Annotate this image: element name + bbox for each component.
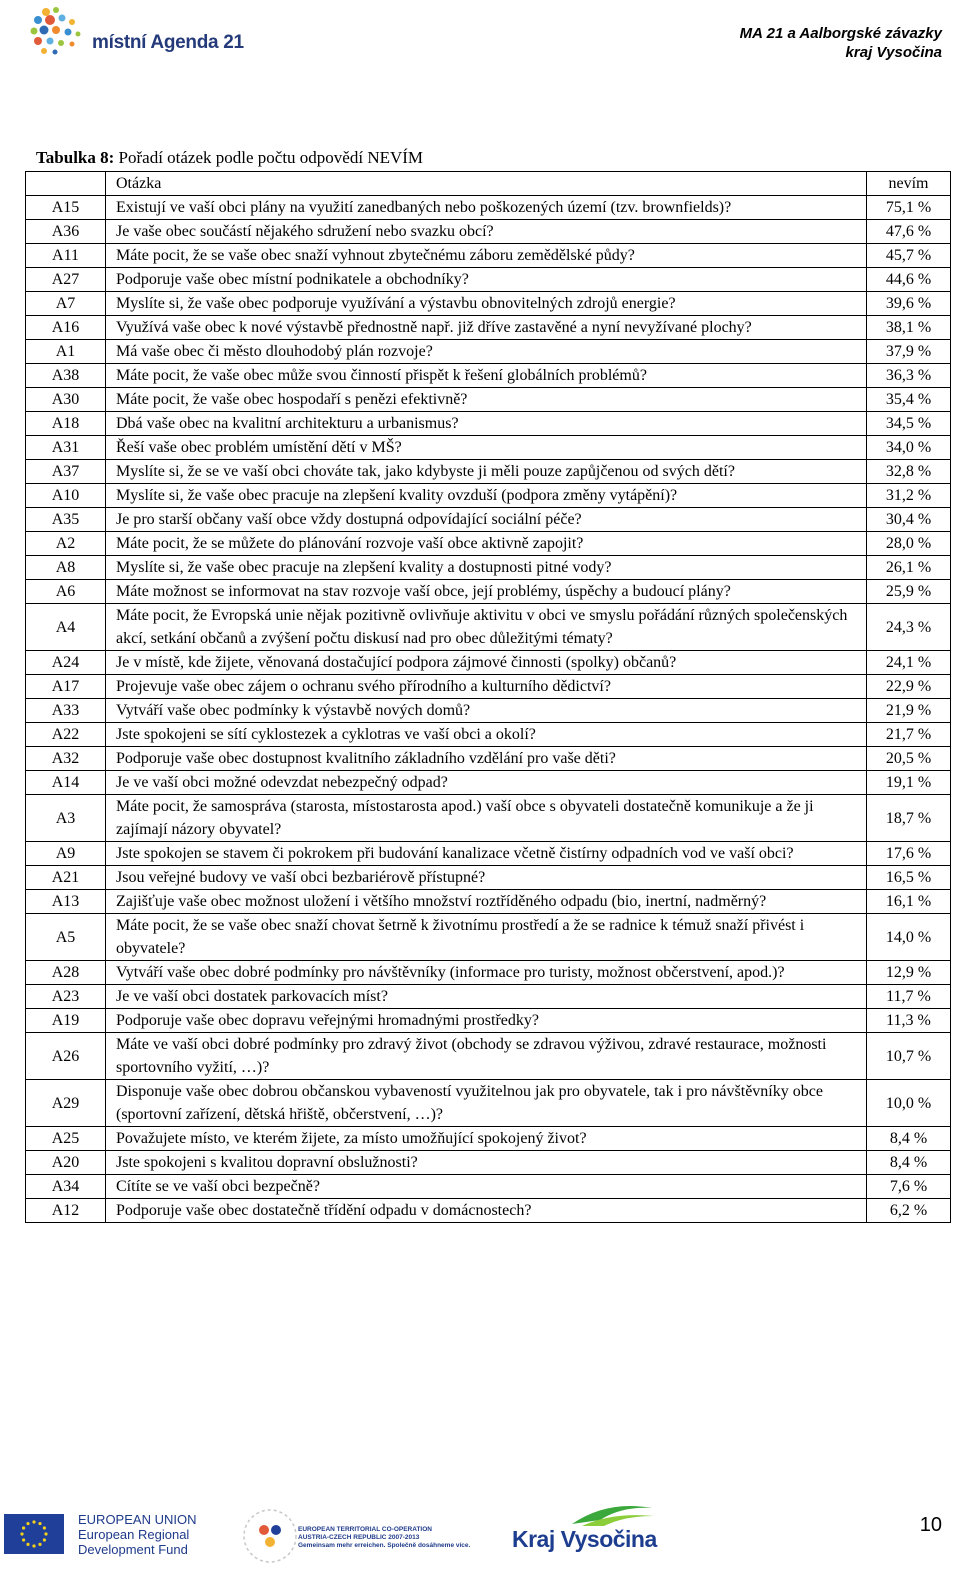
etc-line1: EUROPEAN TERRITORIAL CO-OPERATION bbox=[298, 1526, 432, 1533]
row-value-cell: 35,4 % bbox=[867, 388, 951, 412]
row-value-cell: 8,4 % bbox=[867, 1127, 951, 1151]
row-code-cell: A21 bbox=[26, 866, 106, 890]
table-row bbox=[26, 842, 951, 866]
table-row bbox=[26, 1127, 951, 1151]
header-title-line2: kraj Vysočina bbox=[845, 44, 942, 61]
eu-line1: EUROPEAN UNION bbox=[78, 1512, 197, 1527]
row-value-cell: 19,1 % bbox=[867, 771, 951, 795]
table-row bbox=[26, 890, 951, 914]
table-row bbox=[26, 460, 951, 484]
table-row bbox=[26, 196, 951, 220]
table-row bbox=[26, 508, 951, 532]
row-question-cell: Řeší vaše obec problém umístění dětí v MŠ? bbox=[106, 436, 867, 460]
etc-text bbox=[298, 1526, 508, 1550]
table-row bbox=[26, 364, 951, 388]
row-code-cell: A32 bbox=[26, 747, 106, 771]
row-code-cell: A6 bbox=[26, 580, 106, 604]
row-code-cell: A26 bbox=[26, 1033, 106, 1080]
row-question-cell: Má vaše obec či město dlouhodobý plán rozvoje? bbox=[106, 340, 867, 364]
table-row bbox=[26, 1033, 951, 1080]
row-question-cell: Zajišťuje vaše obec možnost uložení i většího množství roztříděného odpadu (bio, inertní, nadměrný? bbox=[106, 890, 867, 914]
table-row bbox=[26, 340, 951, 364]
table-row bbox=[26, 1199, 951, 1223]
row-question-cell: Máte pocit, že se můžete do plánování rozvoje vaší obce aktivně zapojit? bbox=[106, 532, 867, 556]
table-row bbox=[26, 866, 951, 890]
row-value-cell: 34,0 % bbox=[867, 436, 951, 460]
row-question-cell: Využívá vaše obec k nové výstavbě přednostně např. již dříve zastavěné a nyní nevyžívané plochy? bbox=[106, 316, 867, 340]
row-question-cell: Máte pocit, že vaše obec může svou činností přispět k řešení globálních problémů? bbox=[106, 364, 867, 388]
row-value-cell: 7,6 % bbox=[867, 1175, 951, 1199]
row-value-cell: 36,3 % bbox=[867, 364, 951, 388]
row-value-cell: 16,1 % bbox=[867, 890, 951, 914]
row-value-cell: 32,8 % bbox=[867, 460, 951, 484]
row-question-cell: Jste spokojen se stavem či pokrokem při budování kanalizace včetně čistírny odpadních vod ve vaší obci? bbox=[106, 842, 867, 866]
table-row bbox=[26, 220, 951, 244]
row-value-cell: 22,9 % bbox=[867, 675, 951, 699]
table-caption bbox=[36, 148, 423, 168]
row-code-cell: A19 bbox=[26, 1009, 106, 1033]
row-value-cell: 39,6 % bbox=[867, 292, 951, 316]
row-code-cell: A38 bbox=[26, 364, 106, 388]
row-question-cell: Vytváří vaše obec podmínky k výstavbě nových domů? bbox=[106, 699, 867, 723]
row-value-cell: 10,7 % bbox=[867, 1033, 951, 1080]
etc-line3: Gemeinsam mehr erreichen. Společně dosáhneme více. bbox=[298, 1542, 471, 1549]
table-row bbox=[26, 1009, 951, 1033]
table-row bbox=[26, 484, 951, 508]
row-code-cell: A16 bbox=[26, 316, 106, 340]
table-row bbox=[26, 914, 951, 961]
table-row bbox=[26, 985, 951, 1009]
row-value-cell: 75,1 % bbox=[867, 196, 951, 220]
kraj-vysocina-text: Kraj Vysočina bbox=[512, 1526, 657, 1552]
row-question-cell: Je ve vaší obci možné odevzdat nebezpečný odpad? bbox=[106, 771, 867, 795]
table-row bbox=[26, 747, 951, 771]
row-question-cell: Podporuje vaše obec místní podnikatele a obchodníky? bbox=[106, 268, 867, 292]
row-question-cell: Podporuje vaše obec dostatečně třídění odpadu v domácnostech? bbox=[106, 1199, 867, 1223]
row-question-cell: Projevuje vaše obec zájem o ochranu svého přírodního a kulturního dědictví? bbox=[106, 675, 867, 699]
page-number: 10 bbox=[919, 1514, 942, 1536]
row-value-cell: 16,5 % bbox=[867, 866, 951, 890]
table-header-row bbox=[26, 172, 951, 196]
row-value-cell: 31,2 % bbox=[867, 484, 951, 508]
table-row bbox=[26, 651, 951, 675]
table-row bbox=[26, 723, 951, 747]
agenda21-dots-icon bbox=[28, 4, 92, 62]
row-code-cell: A9 bbox=[26, 842, 106, 866]
row-question-cell: Máte pocit, že se vaše obec snaží vyhnout zbytečnému záboru zemědělské půdy? bbox=[106, 244, 867, 268]
row-question-cell: Podporuje vaše obec dopravu veřejnými hromadnými prostředky? bbox=[106, 1009, 867, 1033]
table-row bbox=[26, 292, 951, 316]
row-question-cell: Myslíte si, že vaše obec podporuje využívání a výstavbu obnovitelných zdrojů energie? bbox=[106, 292, 867, 316]
row-value-cell: 24,1 % bbox=[867, 651, 951, 675]
row-question-cell: Myslíte si, že se ve vaší obci chováte tak, jako kdybyste ji měli pouze zapůjčenou od svých dětí? bbox=[106, 460, 867, 484]
row-code-cell: A18 bbox=[26, 412, 106, 436]
row-code-cell: A5 bbox=[26, 914, 106, 961]
row-code-cell: A12 bbox=[26, 1199, 106, 1223]
row-value-cell: 44,6 % bbox=[867, 268, 951, 292]
table-row bbox=[26, 699, 951, 723]
row-value-cell: 37,9 % bbox=[867, 340, 951, 364]
row-value-cell: 20,5 % bbox=[867, 747, 951, 771]
row-code-cell: A22 bbox=[26, 723, 106, 747]
table-row bbox=[26, 771, 951, 795]
row-question-cell: Máte pocit, že se vaše obec snaží chovat šetrně k životnímu prostředí a že se radnice k témuž snaží přivést i obyvatele? bbox=[106, 914, 867, 961]
row-question-cell: Cítíte se ve vaší obci bezpečně? bbox=[106, 1175, 867, 1199]
row-code-cell: A4 bbox=[26, 604, 106, 651]
row-code-cell: A10 bbox=[26, 484, 106, 508]
row-value-cell: 45,7 % bbox=[867, 244, 951, 268]
eu-flag-icon bbox=[4, 1514, 64, 1554]
results-table-body bbox=[26, 172, 951, 1223]
header-title bbox=[740, 24, 942, 62]
row-code-cell: A36 bbox=[26, 220, 106, 244]
eu-text bbox=[78, 1512, 196, 1557]
row-question-cell: Je pro starší občany vaší obce vždy dostupná odpovídající sociální péče? bbox=[106, 508, 867, 532]
row-question-cell: Je ve vaší obci dostatek parkovacích míst? bbox=[106, 985, 867, 1009]
row-question-cell: Existují ve vaší obci plány na využití zanedbaných nebo poškozených území (tzv. brownfields)? bbox=[106, 196, 867, 220]
row-question-cell: Považujete místo, ve kterém žijete, za místo umožňující spokojený život? bbox=[106, 1127, 867, 1151]
page-header bbox=[0, 0, 960, 70]
row-question-cell: Je vaše obec součástí nějakého sdružení nebo svazku obcí? bbox=[106, 220, 867, 244]
table-row bbox=[26, 1175, 951, 1199]
agenda21-logo-text: místní Agenda 21 bbox=[92, 32, 244, 53]
row-question-cell: Máte ve vaší obci dobré podmínky pro zdravý život (obchody se zdravou výživou, zdravé restaurace, možnosti sportovního vyžití, …)? bbox=[106, 1033, 867, 1080]
row-value-cell: 38,1 % bbox=[867, 316, 951, 340]
row-question-cell: Máte pocit, že samospráva (starosta, místostarosta apod.) vaší obce s obyvateli dostatečně komunikuje a že ji zajímají názory obyvatel? bbox=[106, 795, 867, 842]
row-code-cell: A3 bbox=[26, 795, 106, 842]
table-row bbox=[26, 436, 951, 460]
table-row bbox=[26, 556, 951, 580]
page-footer bbox=[0, 1490, 960, 1579]
row-code-cell: A2 bbox=[26, 532, 106, 556]
results-table bbox=[25, 171, 951, 1223]
header-value-cell: nevím bbox=[867, 172, 951, 196]
table-row bbox=[26, 1151, 951, 1175]
row-code-cell: A17 bbox=[26, 675, 106, 699]
row-code-cell: A28 bbox=[26, 961, 106, 985]
row-question-cell: Myslíte si, že vaše obec pracuje na zlepšení kvality a dostupnosti pitné vody? bbox=[106, 556, 867, 580]
row-code-cell: A27 bbox=[26, 268, 106, 292]
table-row bbox=[26, 388, 951, 412]
row-code-cell: A14 bbox=[26, 771, 106, 795]
row-code-cell: A33 bbox=[26, 699, 106, 723]
table-row bbox=[26, 795, 951, 842]
row-code-cell: A31 bbox=[26, 436, 106, 460]
row-code-cell: A13 bbox=[26, 890, 106, 914]
row-value-cell: 12,9 % bbox=[867, 961, 951, 985]
row-value-cell: 26,1 % bbox=[867, 556, 951, 580]
eu-line3: Development Fund bbox=[78, 1542, 188, 1557]
table-row bbox=[26, 532, 951, 556]
row-code-cell: A20 bbox=[26, 1151, 106, 1175]
row-value-cell: 47,6 % bbox=[867, 220, 951, 244]
row-code-cell: A11 bbox=[26, 244, 106, 268]
row-value-cell: 28,0 % bbox=[867, 532, 951, 556]
row-question-cell: Vytváří vaše obec dobré podmínky pro návštěvníky (informace pro turisty, možnost občerstvení, apod.)? bbox=[106, 961, 867, 985]
header-code-cell bbox=[26, 172, 106, 196]
row-value-cell: 8,4 % bbox=[867, 1151, 951, 1175]
row-question-cell: Disponuje vaše obec dobrou občanskou vybaveností využitelnou jak pro obyvatele, tak i pro návštěvníky obce (sportovní zařízení, dětská hřiště, občerstvení, …)? bbox=[106, 1080, 867, 1127]
row-value-cell: 24,3 % bbox=[867, 604, 951, 651]
row-code-cell: A30 bbox=[26, 388, 106, 412]
row-question-cell: Jste spokojeni s kvalitou dopravní obslužnosti? bbox=[106, 1151, 867, 1175]
row-value-cell: 30,4 % bbox=[867, 508, 951, 532]
row-value-cell: 6,2 % bbox=[867, 1199, 951, 1223]
row-code-cell: A7 bbox=[26, 292, 106, 316]
row-code-cell: A1 bbox=[26, 340, 106, 364]
table-row bbox=[26, 604, 951, 651]
row-code-cell: A24 bbox=[26, 651, 106, 675]
eu-line2: European Regional bbox=[78, 1527, 190, 1542]
row-value-cell: 17,6 % bbox=[867, 842, 951, 866]
row-question-cell: Máte pocit, že vaše obec hospodaří s penězi efektivně? bbox=[106, 388, 867, 412]
row-code-cell: A37 bbox=[26, 460, 106, 484]
row-value-cell: 21,7 % bbox=[867, 723, 951, 747]
table-row bbox=[26, 244, 951, 268]
table-caption-label: Tabulka 8: bbox=[36, 148, 115, 167]
row-code-cell: A25 bbox=[26, 1127, 106, 1151]
row-question-cell: Jste spokojeni se sítí cyklostezek a cyklotras ve vaší obci a okolí? bbox=[106, 723, 867, 747]
row-value-cell: 25,9 % bbox=[867, 580, 951, 604]
row-code-cell: A29 bbox=[26, 1080, 106, 1127]
table-row bbox=[26, 268, 951, 292]
row-question-cell: Myslíte si, že vaše obec pracuje na zlepšení kvality ovzduší (podpora změny vytápění)? bbox=[106, 484, 867, 508]
row-value-cell: 21,9 % bbox=[867, 699, 951, 723]
row-value-cell: 14,0 % bbox=[867, 914, 951, 961]
row-code-cell: A8 bbox=[26, 556, 106, 580]
table-caption-text: Pořadí otázek podle počtu odpovědí NEVÍM bbox=[114, 148, 424, 167]
row-code-cell: A34 bbox=[26, 1175, 106, 1199]
table-row bbox=[26, 675, 951, 699]
row-code-cell: A15 bbox=[26, 196, 106, 220]
header-question-cell: Otázka bbox=[106, 172, 867, 196]
row-value-cell: 34,5 % bbox=[867, 412, 951, 436]
row-value-cell: 18,7 % bbox=[867, 795, 951, 842]
row-question-cell: Máte pocit, že Evropská unie nějak pozitivně ovlivňuje aktivitu v obci ve smyslu pořádání různých společenských akcí, setkání občanů a zvýšení počtu diskusí nad pro obec důležitými tématy? bbox=[106, 604, 867, 651]
table-row bbox=[26, 961, 951, 985]
row-question-cell: Jsou veřejné budovy ve vaší obci bezbariérově přístupné? bbox=[106, 866, 867, 890]
row-question-cell: Dbá vaše obec na kvalitní architekturu a urbanismus? bbox=[106, 412, 867, 436]
row-question-cell: Podporuje vaše obec dostupnost kvalitního základního vzdělání pro vaše děti? bbox=[106, 747, 867, 771]
row-value-cell: 11,7 % bbox=[867, 985, 951, 1009]
table-row bbox=[26, 412, 951, 436]
row-value-cell: 11,3 % bbox=[867, 1009, 951, 1033]
table-row bbox=[26, 316, 951, 340]
row-value-cell: 10,0 % bbox=[867, 1080, 951, 1127]
row-question-cell: Máte možnost se informovat na stav rozvoje vaší obce, její problémy, úspěchy a budoucí plány? bbox=[106, 580, 867, 604]
table-row bbox=[26, 580, 951, 604]
header-title-line1: MA 21 a Aalborgské závazky bbox=[739, 25, 942, 42]
row-code-cell: A23 bbox=[26, 985, 106, 1009]
agenda21-logo bbox=[28, 4, 248, 64]
table-row bbox=[26, 1080, 951, 1127]
row-question-cell: Je v místě, kde žijete, věnovaná dostačující podpora zájmové činnosti (spolky) občanů? bbox=[106, 651, 867, 675]
row-code-cell: A35 bbox=[26, 508, 106, 532]
etc-line2: AUSTRIA-CZECH REPUBLIC 2007-2013 bbox=[298, 1534, 420, 1541]
